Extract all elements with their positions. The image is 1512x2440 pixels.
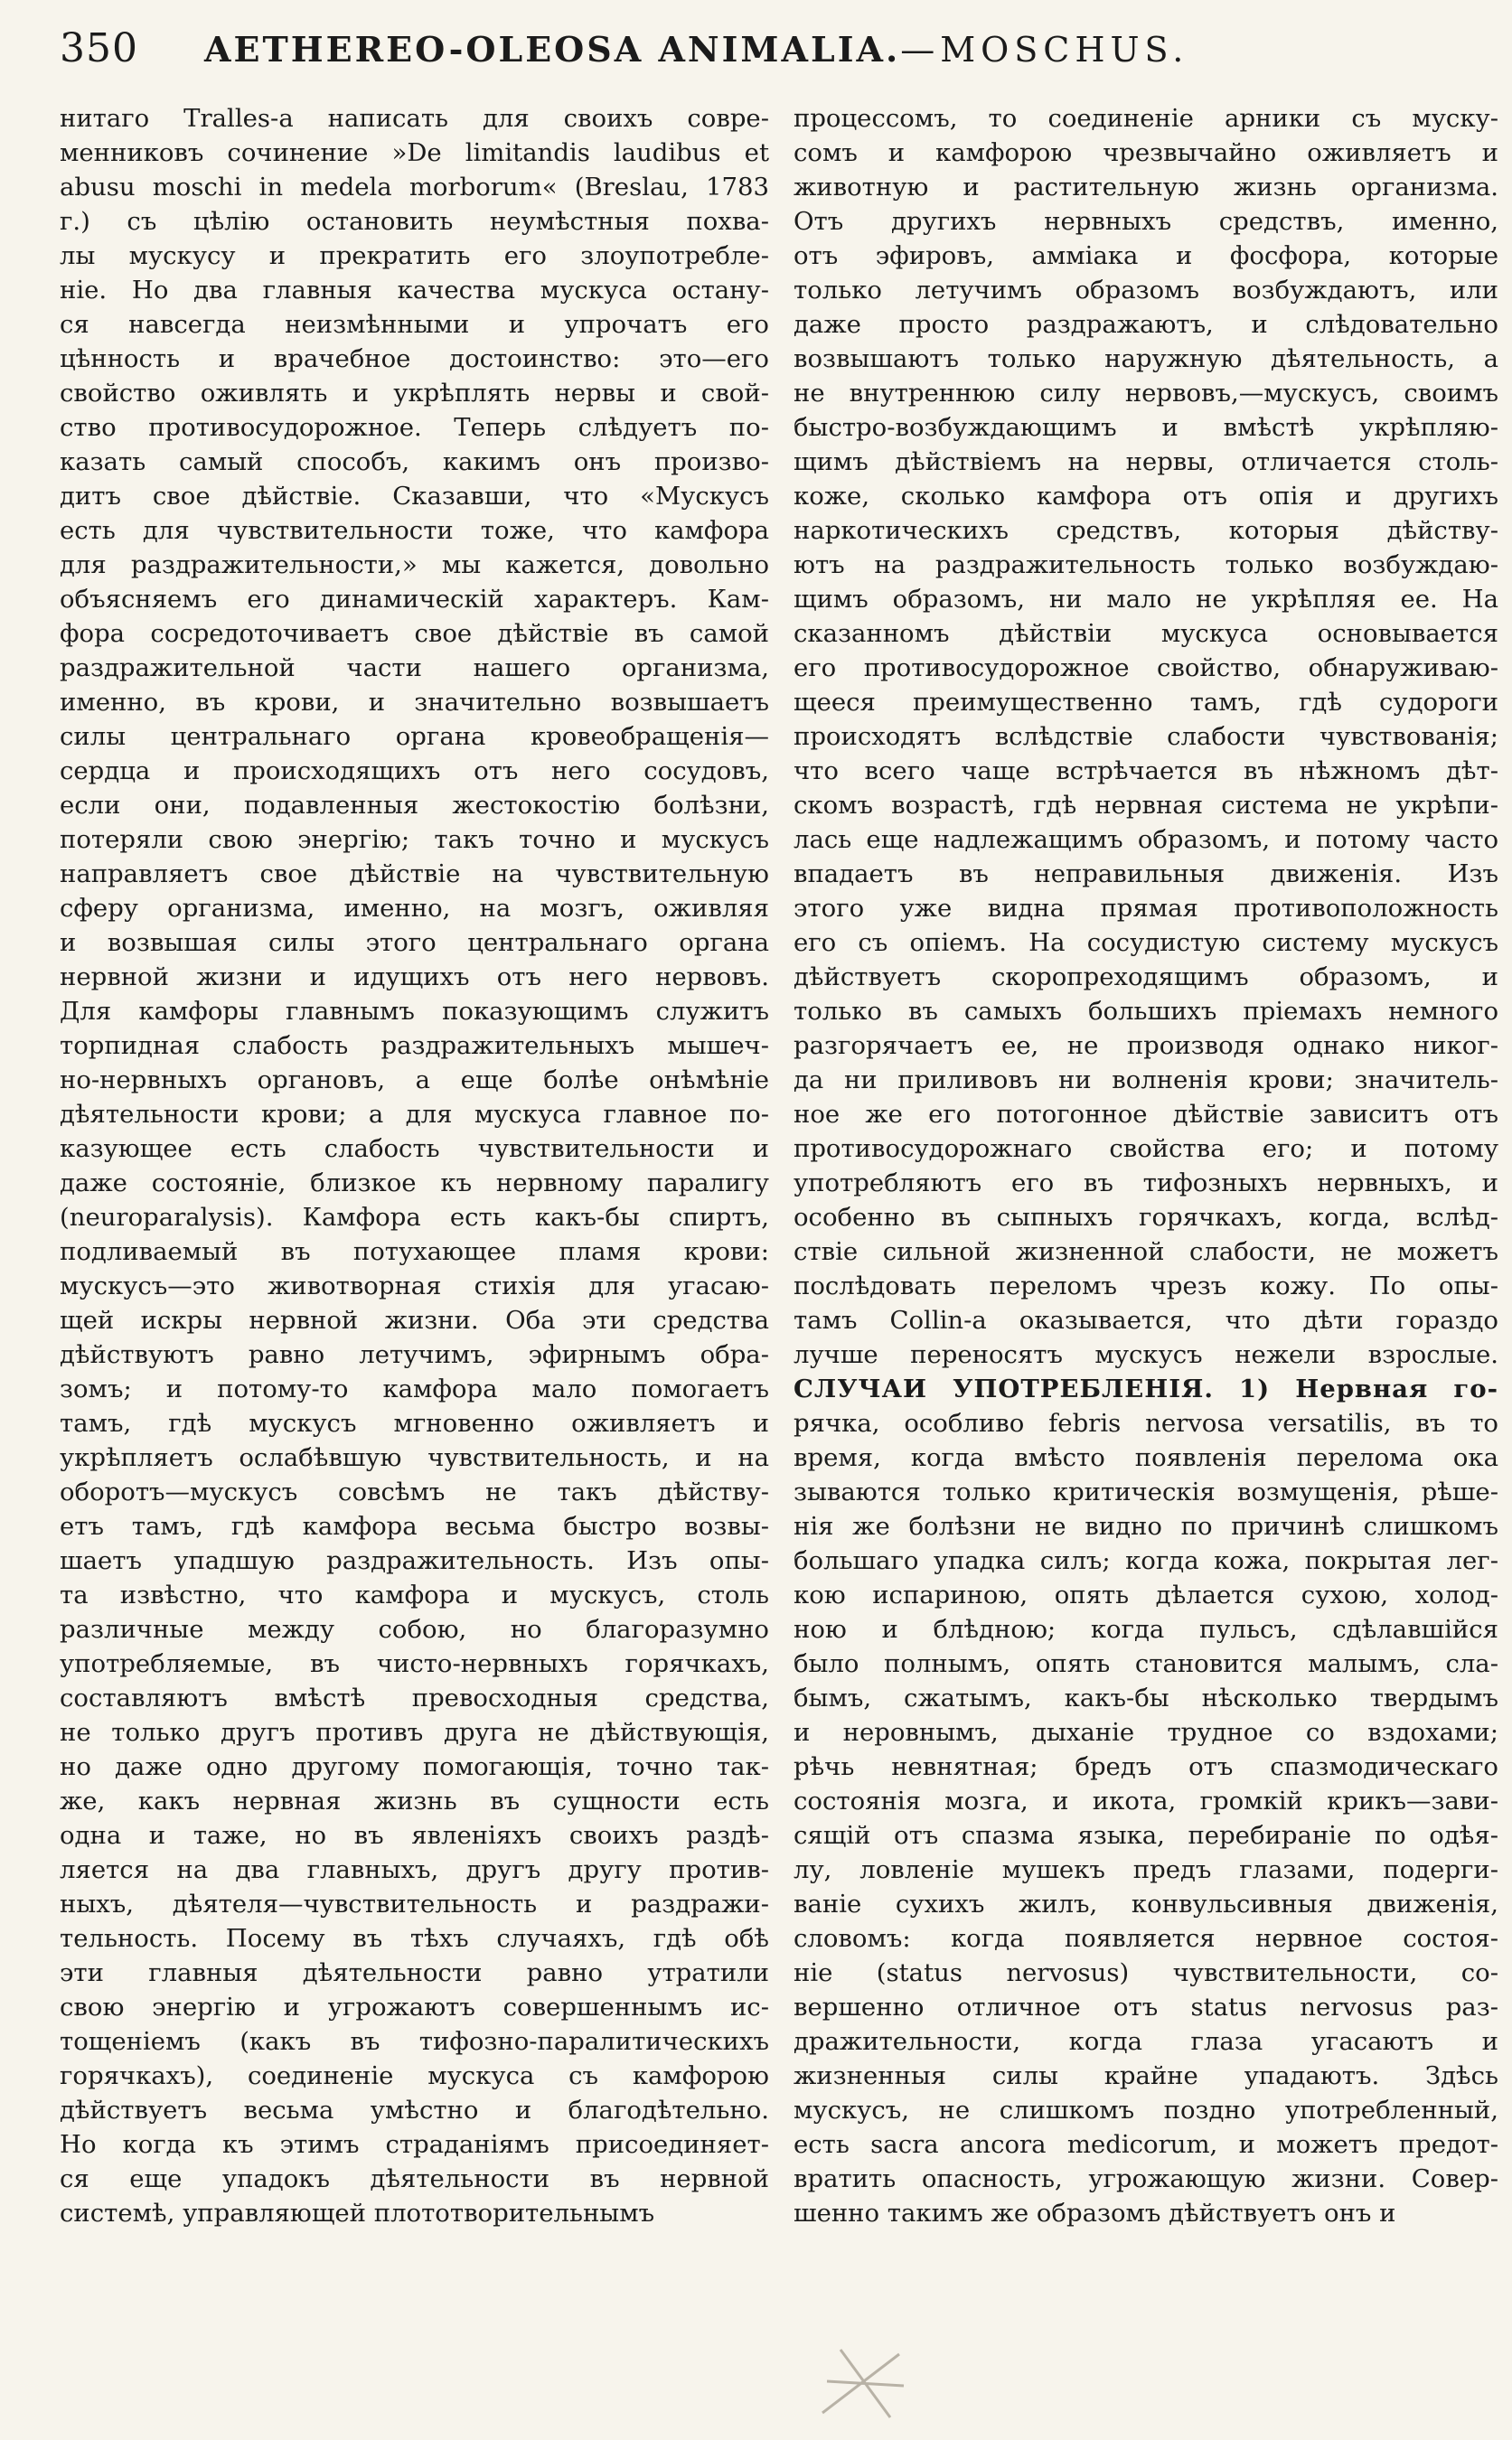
right-column-line: его противосудорожное свойство, обнаруживаю- — [794, 653, 1498, 682]
right-column-line: тамъ Collin-а оказывается, что дѣти гораздо — [794, 1306, 1498, 1335]
left-column-line: для раздражительности,» мы кажется, довольно — [60, 550, 769, 579]
left-column-line: составляютъ вмѣстѣ превосходныя средства, — [60, 1684, 769, 1713]
right-column-line: происходятъ вслѣдствіе слабости чувствованія; — [794, 722, 1498, 751]
right-column-line: только летучимъ образомъ возбуждаютъ, или — [794, 276, 1498, 305]
left-column-line: г.) съ цѣлію остановить неумѣстныя похва- — [60, 207, 769, 236]
left-column-line: abusu moschi in medela morborum« (Breslau, 1783 — [60, 173, 769, 202]
left-column-line: же, какъ нервная жизнь въ сущности есть — [60, 1787, 769, 1816]
right-column-line: рячка, особливо febris nervosa versatilis, въ то — [794, 1409, 1498, 1438]
right-column-line: дражительности, когда глаза угасаютъ и — [794, 2027, 1498, 2056]
right-column-line: да ни приливовъ ни волненія крови; значитель- — [794, 1065, 1498, 1094]
left-column-line: ство противосудорожное. Теперь слѣдуетъ по- — [60, 413, 769, 442]
right-column-line: кою испариною, опять дѣлается сухою, холод- — [794, 1581, 1498, 1609]
right-column-line: его съ опіемъ. На сосудистую систему мускусъ — [794, 928, 1498, 957]
left-column-line: казать самый способъ, какимъ онъ произво- — [60, 447, 769, 476]
left-column-line: дѣйствуетъ весьма умѣстно и благодѣтельно. — [60, 2096, 769, 2125]
left-column-line: свою энергію и угрожаютъ совершеннымъ ис- — [60, 1993, 769, 2022]
left-column-line: объясняемъ его динамическій характеръ. Кам- — [60, 585, 769, 614]
right-column-line: процессомъ, то соединеніе арники съ муску- — [794, 104, 1498, 133]
right-column-line: лучше переносятъ мускусъ нежели взрослые. — [794, 1340, 1498, 1369]
running-title-sub: —MOSCHUS. — [900, 30, 1189, 70]
left-column-line: ся навсегда неизмѣнными и упрочатъ его — [60, 310, 769, 339]
left-column-line: етъ тамъ, гдѣ камфора весьма быстро возвы- — [60, 1512, 769, 1541]
left-column-line: одна и таже, но въ явленіяхъ своихъ раздѣ- — [60, 1821, 769, 1850]
right-column-line: жизненныя силы крайне упадаютъ. Здѣсь — [794, 2061, 1498, 2090]
left-text-column — [60, 101, 769, 2324]
left-column-line: раздражительной части нашего организма, — [60, 653, 769, 682]
right-column-line: впадаетъ въ неправильныя движенія. Изъ — [794, 859, 1498, 888]
right-column-line: щееся преимущественно тамъ, гдѣ судороги — [794, 688, 1498, 717]
left-column-line: даже состояніе, близкое къ нервному паралигу — [60, 1168, 769, 1197]
right-column-line: животную и растительную жизнь организма. — [794, 173, 1498, 202]
right-column-line: было полнымъ, опять становится малымъ, сла- — [794, 1649, 1498, 1678]
left-column-line: различные между собою, но благоразумно — [60, 1615, 769, 1644]
left-column-line: но-нервныхъ органовъ, а еще болѣе онѣмѣніе — [60, 1065, 769, 1094]
page-number: 350 — [60, 25, 138, 71]
right-column-line: СЛУЧАИ УПОТРЕБЛЕНІЯ. 1) Нервная го- — [794, 1375, 1498, 1403]
left-column-line: торпидная слабость раздражительныхъ мышеч- — [60, 1031, 769, 1060]
left-column-line: и возвышая силы этого центральнаго органа — [60, 928, 769, 957]
left-column-line: менниковъ сочинение »De limitandis laudibus et — [60, 138, 769, 167]
right-column-line: ваніе сухихъ жилъ, конвульсивныя движенія, — [794, 1890, 1498, 1919]
running-title-main: AETHEREO-OLEOSA ANIMALIA. — [204, 29, 901, 70]
right-column-line: большаго упадка силъ; когда кожа, покрытая лег- — [794, 1546, 1498, 1575]
right-column-line: отъ эфировъ, амміака и фосфора, которые — [794, 241, 1498, 270]
right-column-line: бымъ, сжатымъ, какъ-бы нѣсколько твердымъ — [794, 1684, 1498, 1713]
left-column-line: эти главныя дѣятельности равно утратили — [60, 1958, 769, 1987]
right-column-line: ною и блѣдною; когда пульсъ, сдѣлавшійся — [794, 1615, 1498, 1644]
left-column-line: нитаго Tralles-а написать для своихъ совре- — [60, 104, 769, 133]
left-column-line: ніе. Но два главныя качества мускуса остану- — [60, 276, 769, 305]
left-column-line: мускусъ—это животворная стихія для угасаю- — [60, 1272, 769, 1300]
right-column-line: щимъ дѣйствіемъ на нервы, отличается столь- — [794, 447, 1498, 476]
right-column-line: ствіе сильной жизненной слабости, не можетъ — [794, 1237, 1498, 1266]
left-column-line: (neuroparalysis). Камфора есть какъ-бы спиртъ, — [60, 1203, 769, 1232]
right-column-line: только въ самыхъ большихъ пріемахъ немного — [794, 997, 1498, 1026]
right-column-line: лу, ловленіе мушекъ предъ глазами, подерги- — [794, 1855, 1498, 1884]
right-column-line: зываются только критическія возмущенія, рѣше- — [794, 1478, 1498, 1506]
right-column-line: время, когда вмѣсто появленія перелома ока — [794, 1443, 1498, 1472]
right-column-line: разгорячаетъ ее, не производя однако никог- — [794, 1031, 1498, 1060]
right-column-line: ютъ на раздражительность только возбуждаю- — [794, 550, 1498, 579]
right-column-line: даже просто раздражаютъ, и слѣдовательно — [794, 310, 1498, 339]
left-column-line: ляется на два главныхъ, другъ другу против- — [60, 1855, 769, 1884]
right-column-line: противосудорожнаго свойства его; и потому — [794, 1134, 1498, 1163]
right-column-line: словомъ: когда появляется нервное состоя- — [794, 1924, 1498, 1953]
left-column-line: системѣ, управляющей плототворительнымъ — [60, 2199, 655, 2228]
right-column-line: скомъ возрастѣ, гдѣ нервная система не укрѣпи- — [794, 791, 1498, 820]
left-column-line: если они, подавленныя жестокостію болѣзни, — [60, 791, 769, 820]
left-column-line: дѣйствуютъ равно летучимъ, эфирнымъ обра- — [60, 1340, 769, 1369]
left-column-line: Для камфоры главнымъ показующимъ служитъ — [60, 997, 769, 1026]
ink-mark-icon — [813, 2341, 913, 2422]
right-column-line: ное же его потогонное дѣйствіе зависитъ отъ — [794, 1100, 1498, 1129]
left-column-line: Но когда къ этимъ страданіямъ присоединяет- — [60, 2130, 769, 2159]
right-column-line: этого уже видна прямая противоположность — [794, 894, 1498, 923]
right-column-line: Отъ другихъ нервныхъ средствъ, именно, — [794, 207, 1498, 236]
left-column-line: свойство оживлять и укрѣплять нервы и свой- — [60, 379, 769, 408]
right-column-line: наркотическихъ средствъ, которыя дѣйству- — [794, 516, 1498, 545]
left-column-line: нервной жизни и идущихъ отъ него нервовъ. — [60, 962, 769, 991]
right-column-line: вратить опасность, угрожающую жизни. Совер- — [794, 2164, 1498, 2193]
right-column-line: употребляютъ его въ тифозныхъ нервныхъ, и — [794, 1168, 1498, 1197]
left-column-line: казующее есть слабость чувствительности и — [60, 1134, 769, 1163]
left-column-line: ныхъ, дѣятеля—чувствительность и раздражи- — [60, 1890, 769, 1919]
left-column-line: шаетъ упадшую раздражительность. Изъ опы- — [60, 1546, 769, 1575]
right-column-line: дѣйствуетъ скоропреходящимъ образомъ, и — [794, 962, 1498, 991]
running-title — [204, 29, 1188, 70]
left-column-line: та извѣстно, что камфора и мускусъ, столь — [60, 1581, 769, 1609]
left-column-line: потеряли свою энергію; такъ точно и мускусъ — [60, 825, 769, 854]
left-column-line: фора сосредоточиваетъ свое дѣйствіе въ самой — [60, 619, 769, 648]
left-column-line: щей искры нервной жизни. Оба эти средства — [60, 1306, 769, 1335]
right-text-column — [794, 101, 1498, 2324]
left-column-line: сердца и происходящихъ отъ него сосудовъ, — [60, 756, 769, 785]
right-column-line: послѣдовать переломъ чрезъ кожу. По опы- — [794, 1272, 1498, 1300]
left-column-line: тамъ, гдѣ мускусъ мгновенно оживляетъ и — [60, 1409, 769, 1438]
right-column-line: состоянія мозга, и икота, громкій крикъ—зави- — [794, 1787, 1498, 1816]
right-column-line: сомъ и камфорою чрезвычайно оживляетъ и — [794, 138, 1498, 167]
left-column-line: именно, въ крови, и значительно возвышаетъ — [60, 688, 769, 717]
right-column-line: шенно такимъ же образомъ дѣйствуетъ онъ и — [794, 2199, 1396, 2228]
left-column-line: не только другъ противъ друга не дѣйствующія, — [60, 1718, 769, 1747]
left-column-line: сферу организма, именно, на мозгъ, оживляя — [60, 894, 769, 923]
right-column-line: есть sacra ancora medicorum, и можетъ предот- — [794, 2130, 1498, 2159]
right-column-line: лась еще надлежащимъ образомъ, и потому часто — [794, 825, 1498, 854]
right-column-line: быстро-возбуждающимъ и вмѣстѣ укрѣпляю- — [794, 413, 1498, 442]
left-column-line: укрѣпляетъ ослабѣвшую чувствительность, и на — [60, 1443, 769, 1472]
right-column-line: сящій отъ спазма языка, перебираніе по одѣя- — [794, 1821, 1498, 1850]
left-column-line: но даже одно другому помогающія, точно так- — [60, 1752, 769, 1781]
left-column-line: есть для чувствительности тоже, что камфора — [60, 516, 769, 545]
right-column-line: вершенно отличное отъ status nervosus раз- — [794, 1993, 1498, 2022]
right-column-line: особенно въ сыпныхъ горячкахъ, когда, вслѣд- — [794, 1203, 1498, 1232]
left-column-line: цѣнность и врачебное достоинство: это—его — [60, 344, 769, 373]
right-column-line: и неровнымъ, дыханіе трудное со вздохами; — [794, 1718, 1498, 1747]
left-column-line: дитъ свое дѣйствіе. Сказавши, что «Мускусъ — [60, 482, 769, 511]
left-column-line: подливаемый въ потухающее пламя крови: — [60, 1237, 769, 1266]
right-column-line: щимъ образомъ, ни мало не укрѣпляя ее. На — [794, 585, 1498, 614]
right-column-line: ніе (status nervosus) чувствительности, со- — [794, 1958, 1498, 1987]
left-column-line: тощеніемъ (какъ въ тифозно-паралитическихъ — [60, 2027, 769, 2056]
left-column-line: зомъ; и потому-то камфора мало помогаетъ — [60, 1375, 769, 1403]
left-column-line: оборотъ—мускусъ совсѣмъ не такъ дѣйству- — [60, 1478, 769, 1506]
left-column-line: употребляемые, въ чисто-нервныхъ горячкахъ, — [60, 1649, 769, 1678]
left-column-line: дѣятельности крови; а для мускуса главное по- — [60, 1100, 769, 1129]
page-header — [60, 23, 1497, 83]
right-column-line: рѣчь невнятная; бредъ отъ спазмодическаго — [794, 1752, 1498, 1781]
right-column-line: нія же болѣзни не видно по причинѣ слишкомъ — [794, 1512, 1498, 1541]
right-column-line: коже, сколько камфора отъ опія и другихъ — [794, 482, 1498, 511]
right-column-line: сказанномъ дѣйствіи мускуса основывается — [794, 619, 1498, 648]
left-column-line: горячкахъ), соединеніе мускуса съ камфорою — [60, 2061, 769, 2090]
left-column-line: ся еще упадокъ дѣятельности въ нервной — [60, 2164, 769, 2193]
left-column-line: тельность. Посему въ тѣхъ случаяхъ, гдѣ обѣ — [60, 1924, 769, 1953]
right-column-line: не внутреннюю силу нервовъ,—мускусъ, своимъ — [794, 379, 1498, 408]
left-column-line: силы центральнаго органа кровеобращенія— — [60, 722, 769, 751]
right-column-line: мускусъ, не слишкомъ поздно употребленный, — [794, 2096, 1498, 2125]
right-column-line: возвышаютъ только наружную дѣятельность, а — [794, 344, 1498, 373]
right-column-line: что всего чаще встрѣчается въ нѣжномъ дѣт- — [794, 756, 1498, 785]
left-column-line: лы мускусу и прекратить его злоупотребле- — [60, 241, 769, 270]
left-column-line: направляетъ свое дѣйствіе на чувствительную — [60, 859, 769, 888]
